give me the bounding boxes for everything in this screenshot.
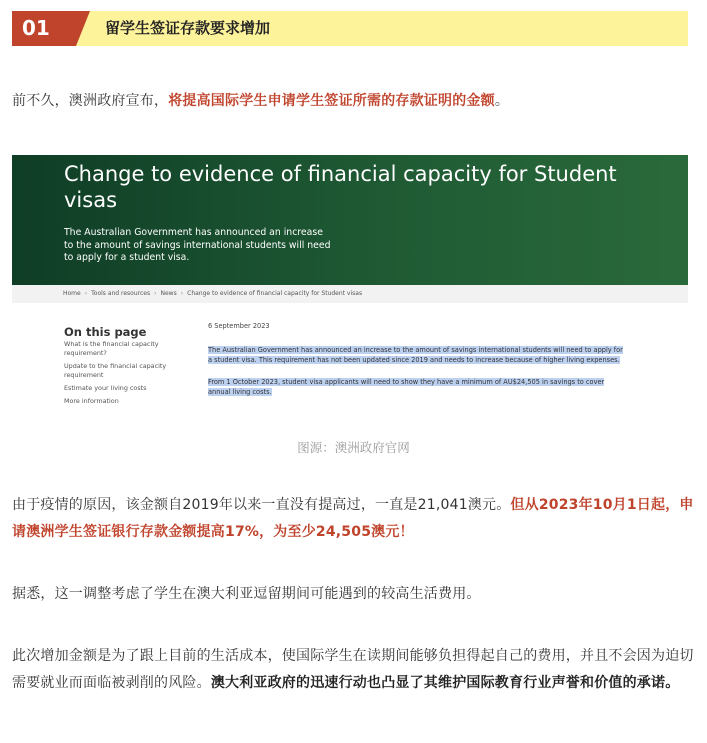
on-this-page-item: Estimate your living costs: [64, 384, 147, 392]
intro-prefix: 前不久，澳洲政府宣布，: [12, 93, 169, 109]
on-this-page-item: What is the financial capacity requirement?: [64, 340, 159, 357]
para4-normal: 此次增加金额是为了跟上目前的生活成本，使国际学生在读期间能够负担得起自己的费用，并且不会因为迫切需要就业而面临被剥削的风险。: [12, 648, 694, 691]
breadcrumb-news: News: [160, 290, 177, 297]
selected-text: The Australian Government has announced an increase to the amount of savings international students will need to apply for a student visa. This requirement has not been updated since 2019 and needs to increase because of higher living expenses.: [208, 346, 623, 364]
intro-suffix: 。: [494, 93, 510, 109]
breadcrumb-separator-icon: ›: [180, 290, 184, 297]
on-this-page-list: [64, 340, 194, 406]
para4-bold: 澳大利亚政府的迅速行动也凸显了其维护国际教育行业声誉和价值的承诺。: [210, 675, 680, 691]
section-header: [12, 11, 688, 46]
intro-highlight: 将提高国际学生申请学生签证所需的存款证明的金额: [168, 93, 495, 109]
breadcrumb-tools: Tools and resources: [91, 290, 151, 297]
breadcrumb-separator-icon: ›: [154, 290, 157, 297]
intro-paragraph: [12, 88, 696, 115]
para2-normal: 由于疫情的原因，该金额自2019年以来一直没有提高过，一直是21,041澳元。: [12, 497, 511, 513]
section-title: 留学生签证存款要求增加: [105, 19, 271, 37]
image-caption: 图源：澳洲政府官网: [297, 440, 410, 455]
breadcrumb-home: Home: [63, 290, 81, 297]
on-this-page-item: Update to the financial capacity requirement: [64, 362, 167, 379]
on-this-page-nav: [64, 325, 194, 410]
breadcrumb: [12, 285, 688, 303]
breadcrumb-current: Change to evidence of financial capacity for Student visas: [187, 290, 363, 297]
banner-description: The Australian Government has announced an increase to the amount of savings international students will need to apply for a student visa.: [64, 227, 331, 263]
section-number: 01: [12, 11, 76, 46]
body-paragraph-2: [12, 492, 696, 546]
article-content: [208, 321, 628, 397]
article-paragraph-1: [208, 346, 628, 365]
para2-highlight: 但从2023年10月1日起，申请澳洲学生签证银行存款金额提高17%，为至少24,505澳元！: [12, 497, 694, 540]
page-banner: [12, 155, 688, 285]
breadcrumb-separator-icon: ›: [84, 290, 88, 297]
banner-title: Change to evidence of financial capacity for Student visas: [64, 162, 617, 212]
body-paragraph-4: [12, 643, 696, 697]
article-paragraph-2: [208, 378, 628, 397]
article-date: 6 September 2023: [208, 322, 270, 330]
selected-text: From 1 October 2023, student visa applicants will need to show they have a minimum of AU$24,505 in savings to cover annual living costs.: [208, 378, 605, 396]
on-this-page-title: On this page: [64, 325, 147, 339]
body-paragraph-3: 据悉，这一调整考虑了学生在澳大利亚逗留期间可能遇到的较高生活费用。: [12, 586, 481, 602]
on-this-page-item: More information: [64, 397, 119, 405]
government-website-screenshot: [12, 155, 688, 425]
